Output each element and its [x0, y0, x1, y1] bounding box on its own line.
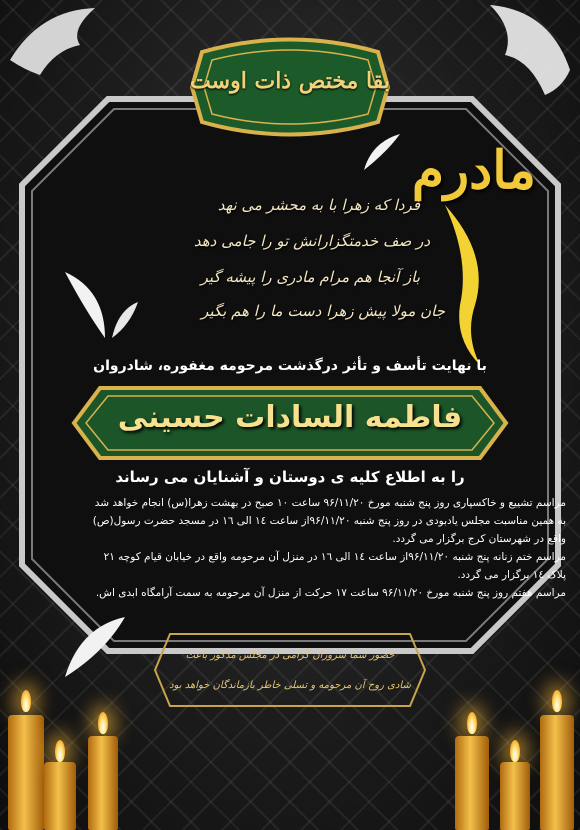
candle-icon — [540, 690, 574, 830]
poem-line-2: در صف خدمتگزارانش تو را جامی دهد — [193, 232, 430, 250]
details-line: مراسم تشییع و خاکسپاری روز پنج شنبه مورخ ۹۶/۱۱/۲۰ ساعت ۱۰ صبح در بهشت زهرا(س) انجام خواهد شد — [94, 497, 566, 509]
feather-icon — [110, 300, 140, 344]
feather-icon — [60, 612, 130, 686]
details-line: به همین مناسبت مجلس یادبودی در روز پنج شنبه ۹۶/۱۱/۲۰از ساعت ۱٤ الی ۱٦ در مسجد حضرت رسول(ص) — [92, 515, 566, 527]
candle-icon — [88, 712, 118, 830]
candle-icon — [455, 712, 489, 830]
closing-frame — [150, 624, 430, 716]
yellow-ribbon — [435, 205, 495, 365]
details-line: مراسم ختم زنانه پنج شنبه ۹۶/۱۱/۲۰از ساعت ۱٤ الی ۱٦ در منزل آن مرحومه واقع در خیابان قیام کوچه ۲۱ — [103, 551, 566, 563]
top-banner — [182, 32, 398, 142]
intro-text: با نهایت تأسف و تأثر درگذشت مرحومه مغفوره، شادروان — [93, 358, 487, 374]
name-banner — [70, 382, 510, 464]
details-line: مراسم هفتم روز پنج شنبه مورخ ۹۶/۱۱/۲۰ ساعت ۱۷ حرکت از منزل آن مرحومه به سمت آرامگاه ابدی اش. — [95, 587, 566, 599]
poem-line-4: جان مولا پیش زهرا دست ما را هم بگیر — [201, 302, 445, 320]
candle-icon — [8, 690, 44, 830]
closing-line-1: حضور شما سروران گرامی در مجلس مذکور باعث — [185, 650, 395, 661]
top-banner-text: بقا مختص ذات اوست — [190, 68, 390, 94]
announcement-text: را به اطلاع کلیه ی دوستان و آشنایان می رساند — [115, 468, 465, 486]
dove-right-icon — [470, 0, 580, 110]
details-line: واقع در شهرستان کرج برگزار می گردد. — [392, 533, 566, 545]
page-title: مادرم — [411, 140, 536, 201]
closing-line-2: شادی روح آن مرحومه و تسلی خاطر بازماندگان خواهد بود — [169, 680, 411, 691]
deceased-name: فاطمه السادات حسینی — [117, 400, 463, 435]
feather-icon — [362, 132, 402, 176]
dove-left-icon — [0, 0, 120, 90]
poem-line-1: فردا که زهرا با به محشر می نهد — [217, 196, 420, 214]
feather-icon — [60, 270, 110, 344]
details-line: پلاک ۱٤ برگزار می گردد. — [457, 569, 566, 581]
poem-line-3: باز آنجا هم مرام مادری را پیشه گیر — [200, 268, 420, 286]
candle-icon — [44, 740, 76, 830]
candle-icon — [500, 740, 530, 830]
ceremony-details — [14, 494, 566, 602]
